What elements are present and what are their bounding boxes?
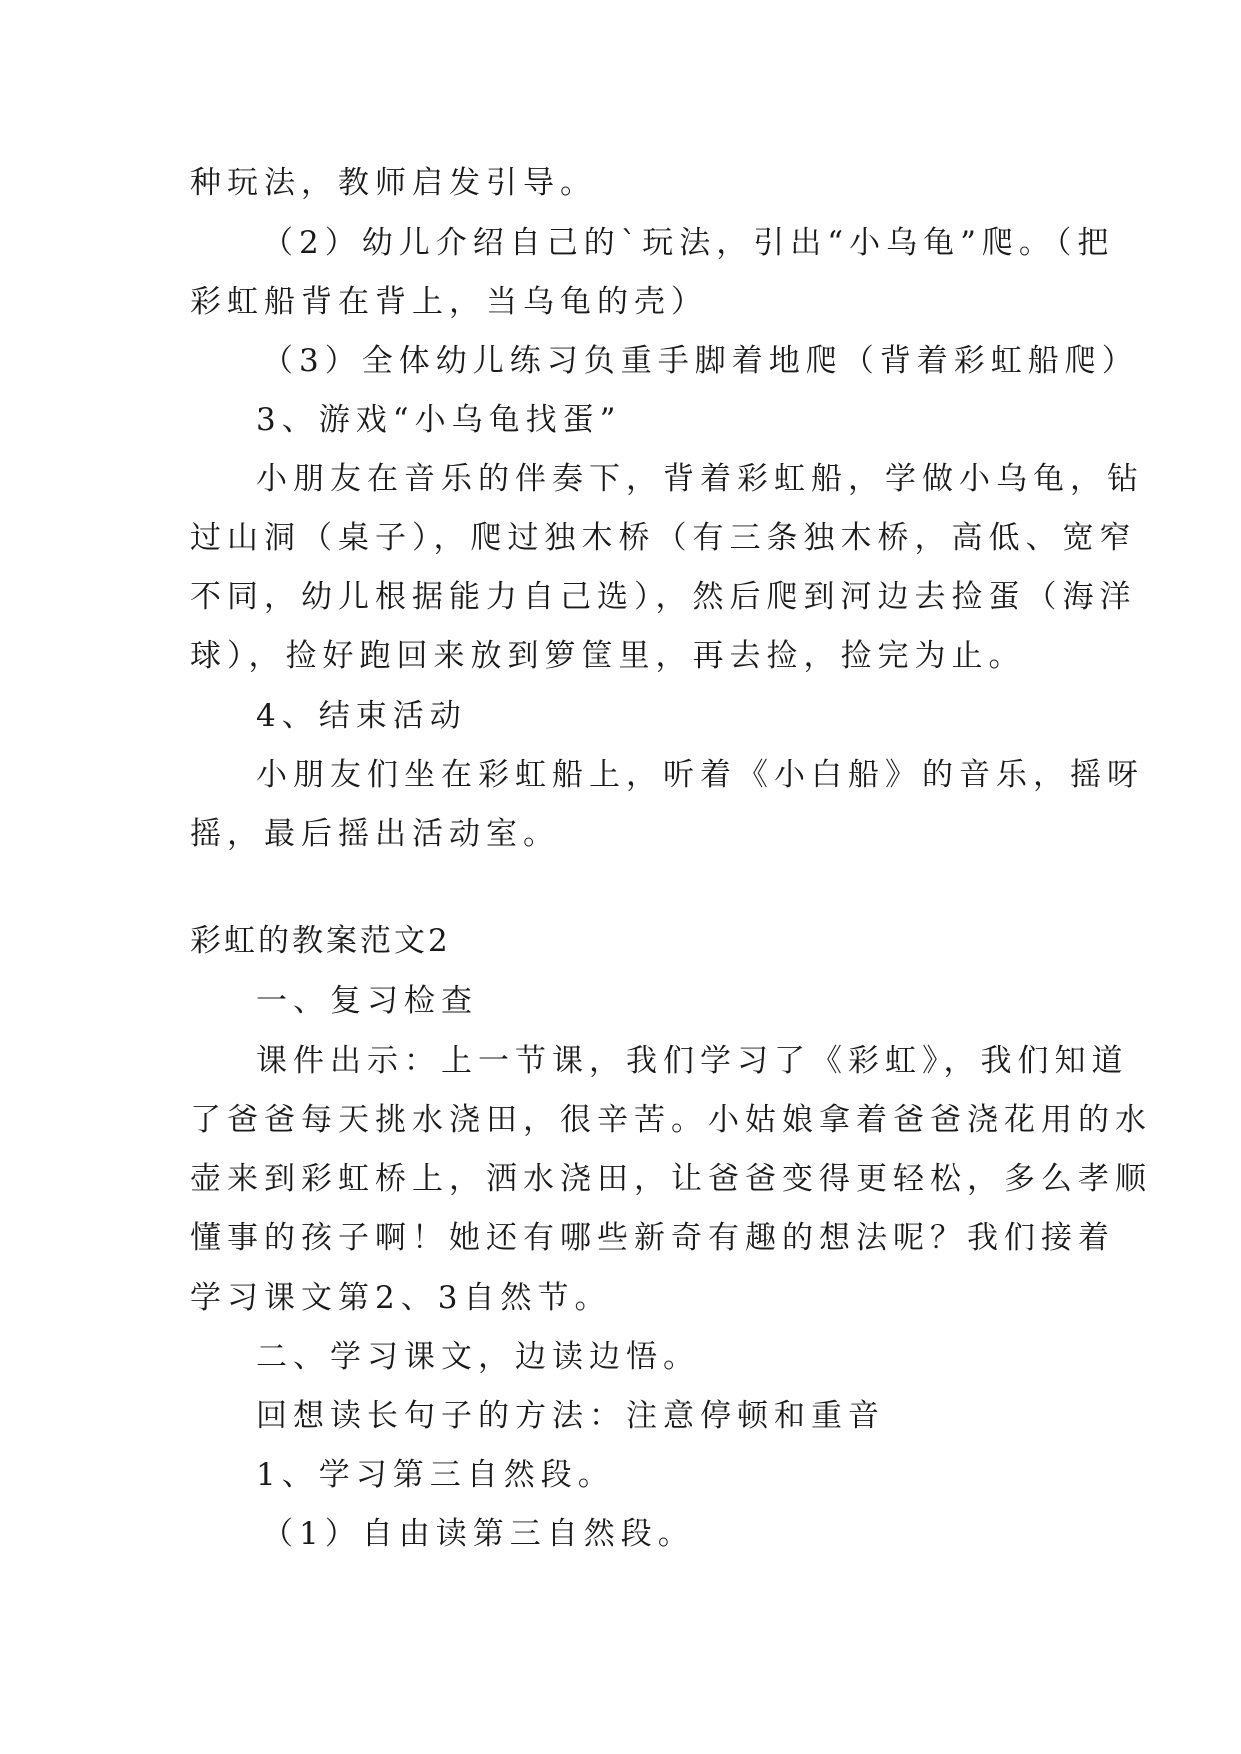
- section-title: 彩虹的教案范文2: [190, 923, 451, 959]
- list-heading: 一、复习检查: [256, 983, 478, 1019]
- text-line: 回想读长句子的方法：注意停顿和重音: [256, 1398, 885, 1434]
- text-line: 摇，最后摇出活动室。: [190, 816, 560, 852]
- list-heading: 1、学习第三自然段。: [256, 1457, 615, 1493]
- list-heading: 二、学习课文，边读边悟。: [256, 1339, 700, 1375]
- text-line: 过山洞（桌子），爬过独木桥（有三条独木桥，高低、宽窄: [190, 520, 1137, 556]
- text-line: 课件出示：上一节课，我们学习了《彩虹》，我们知道: [256, 1043, 1129, 1079]
- text-line: 小朋友在音乐的伴奏下，背着彩虹船，学做小乌龟，钻: [256, 461, 1144, 497]
- text-line: （1）自由读第三自然段。: [262, 1516, 695, 1552]
- text-line: 不同，幼儿根据能力自己选），然后爬到河边去捡蛋（海洋: [190, 579, 1137, 615]
- text-line: （3）全体幼儿练习负重手脚着地爬（背着彩虹船爬）: [262, 343, 1139, 379]
- text-line: 壶来到彩虹桥上，洒水浇田，让爸爸变得更轻松，多么孝顺: [190, 1161, 1152, 1197]
- text-line: （2）幼儿介绍自己的`玩法，引出“小乌龟”爬。（把: [262, 225, 1115, 261]
- text-line: 懂事的孩子啊！她还有哪些新奇有趣的想法呢？我们接着: [190, 1220, 1115, 1256]
- text-line: 了爸爸每天挑水浇田，很辛苦。小姑娘拿着爸爸浇花用的水: [190, 1102, 1152, 1138]
- list-heading: 4、结束活动: [256, 698, 467, 734]
- text-line: 球），捡好跑回来放到箩筐里，再去捡，捡完为止。: [190, 638, 1026, 674]
- list-heading: 3、游戏“小乌龟找蛋”: [256, 402, 622, 438]
- text-line: 小朋友们坐在彩虹船上，听着《小白船》的音乐，摇呀: [256, 757, 1144, 793]
- text-line: 学习课文第2、3自然节。: [190, 1280, 612, 1316]
- text-line: 种玩法，教师启发引导。: [190, 165, 597, 201]
- text-line: 彩虹船背在背上，当乌龟的壳）: [190, 284, 708, 320]
